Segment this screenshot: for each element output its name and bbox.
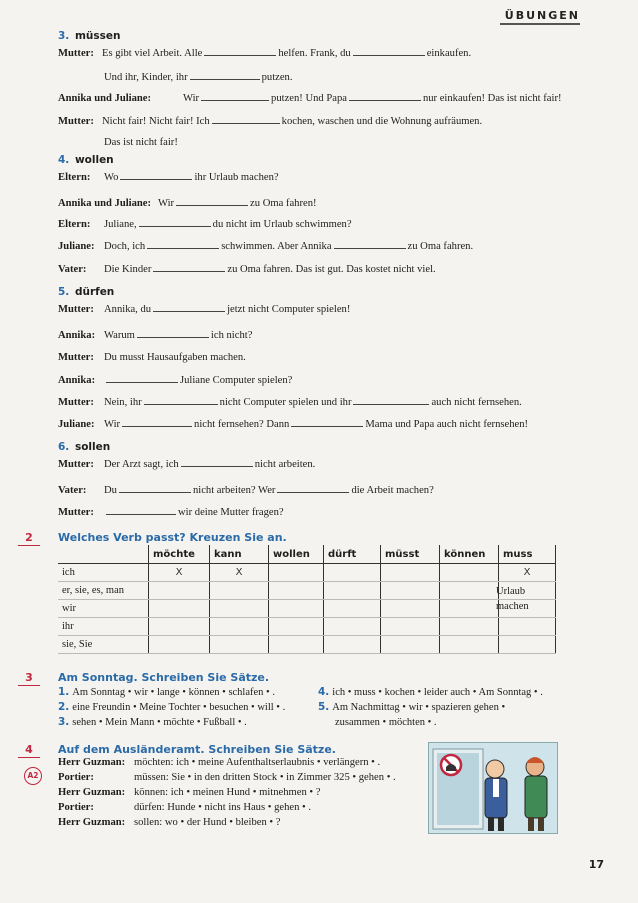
- table-right-edge: [556, 636, 557, 654]
- exercise-2-title: Welches Verb passt? Kreuzen Sie an.: [58, 531, 287, 544]
- answer-blank[interactable]: [176, 196, 248, 206]
- checkbox-cell[interactable]: [149, 600, 210, 618]
- item-number: 1.: [58, 686, 70, 698]
- item-number: 4.: [318, 686, 330, 698]
- checkbox-cell[interactable]: [324, 618, 381, 636]
- section-verb: dürfen: [74, 286, 115, 298]
- prompt-text: möchten: ich • meine Aufenthaltserlaubnis • verlängern • .: [134, 757, 381, 768]
- checkbox-cell[interactable]: [149, 618, 210, 636]
- checkbox-cell[interactable]: [381, 582, 440, 600]
- answer-blank[interactable]: [291, 417, 363, 427]
- pronoun-cell: wir: [58, 600, 149, 618]
- checkbox-cell[interactable]: [324, 636, 381, 654]
- checkbox-cell[interactable]: [324, 564, 381, 582]
- prompt-text: sollen: wo • der Hund • bleiben • ?: [134, 817, 281, 828]
- speaker-label: Juliane:: [58, 419, 95, 430]
- dialogue-text: Nicht fair! Nicht fair! Ich: [102, 116, 210, 127]
- prompt-text: zusammen • möchten • .: [335, 717, 437, 728]
- sentence-prompt: [58, 700, 285, 715]
- checkbox-cell[interactable]: [149, 636, 210, 654]
- table-right-edge: [556, 600, 557, 618]
- dialogue-text: schwimmen. Aber Annika: [221, 241, 332, 252]
- checkbox-cell[interactable]: X: [149, 564, 210, 582]
- dialogue-line: [58, 457, 315, 472]
- pronoun-cell: ihr: [58, 618, 149, 636]
- answer-blank[interactable]: [144, 395, 218, 405]
- table-right-edge: [556, 564, 557, 582]
- dialogue-text: nur einkaufen! Das ist nicht fair!: [422, 93, 562, 104]
- prompt-text: dürfen: Hunde • nicht ins Haus • gehen • .: [134, 802, 312, 813]
- dialogue-text: nicht Computer spielen und ihr: [219, 397, 352, 408]
- verb-column-header: wollen: [269, 545, 324, 564]
- answer-blank[interactable]: [106, 373, 178, 383]
- dialogue-text: Juliane Computer spielen?: [180, 375, 293, 386]
- dialogue-text: Du musst Hausaufgaben machen.: [104, 352, 246, 363]
- table-row: [58, 618, 556, 636]
- dialogue-line: [58, 217, 352, 232]
- dialogue-text: putzen! Und Papa: [271, 93, 347, 104]
- checkbox-cell[interactable]: [210, 600, 269, 618]
- checkbox-cell[interactable]: [269, 564, 324, 582]
- answer-blank[interactable]: [119, 483, 191, 493]
- checkbox-cell[interactable]: [324, 600, 381, 618]
- speaker-label: Annika und Juliane:: [58, 93, 152, 104]
- speaker-label: Eltern:: [58, 172, 91, 183]
- dialogue-line: [58, 351, 246, 365]
- speaker-label: Portier:: [58, 802, 94, 813]
- table-right-edge: [556, 582, 557, 600]
- dialogue-line: [58, 395, 522, 410]
- speaker-label: Mutter:: [58, 397, 94, 408]
- speaker-label: Mutter:: [58, 507, 94, 518]
- speaker-label: Annika:: [58, 330, 96, 341]
- speaker-label: Herr Guzman:: [58, 757, 126, 768]
- checkbox-cell[interactable]: [440, 618, 499, 636]
- prompt-text: Am Nachmittag • wir • spazieren gehen •: [332, 702, 506, 713]
- section-number: 6.: [58, 441, 70, 453]
- dialogue-text: zu Oma fahren!: [250, 198, 317, 209]
- dialogue-text: zu Oma fahren.: [407, 241, 474, 252]
- exercise-3-number: 3: [18, 671, 40, 686]
- section-verb: müssen: [74, 30, 121, 42]
- dialogue-text: Juliane,: [104, 219, 137, 230]
- dialogue-line: [58, 91, 562, 106]
- verb-column-header: müsst: [381, 545, 440, 564]
- dialogue-text: Du: [104, 485, 117, 496]
- dialogue-text: Wir: [183, 93, 200, 104]
- verb-table: [58, 545, 556, 654]
- checkbox-cell[interactable]: [269, 600, 324, 618]
- dialogue-text: nicht arbeiten? Wer: [192, 485, 276, 496]
- dialogue-text: Mama und Papa auch nicht fernsehen!: [365, 419, 529, 430]
- checkbox-cell[interactable]: X: [210, 564, 269, 582]
- pronoun-cell: er, sie, es, man: [58, 582, 149, 600]
- checkbox-cell[interactable]: [440, 564, 499, 582]
- answer-blank[interactable]: [137, 328, 209, 338]
- table-corner: [58, 545, 149, 564]
- dialogue-text: auch nicht fernsehen.: [431, 397, 522, 408]
- checkbox-cell[interactable]: [269, 582, 324, 600]
- exercise-4-number: 4: [18, 743, 40, 758]
- dialogue-line: [58, 136, 178, 150]
- checkbox-cell[interactable]: [499, 618, 556, 636]
- checkbox-cell[interactable]: [440, 582, 499, 600]
- speaker-label: Vater:: [58, 485, 87, 496]
- section-verb: sollen: [74, 441, 111, 453]
- side-note-line: machen: [496, 601, 529, 612]
- speaker-label: Eltern:: [58, 219, 91, 230]
- dialogue-text: die Arbeit machen?: [351, 485, 434, 496]
- dialogue-text: ich nicht?: [210, 330, 253, 341]
- dialogue-text: Nein, ihr: [104, 397, 142, 408]
- dialogue-line: [58, 262, 436, 277]
- dialogue-text: helfen. Frank, du: [278, 48, 351, 59]
- exercise-3-right-column: [318, 685, 543, 730]
- prompt-text: ich • muss • kochen • leider auch • Am Sonntag • .: [332, 687, 543, 698]
- table-row: [58, 636, 556, 654]
- item-number: 5.: [318, 701, 330, 713]
- section-header: ÜBUNGEN: [500, 9, 580, 25]
- dialogue-section-title: [58, 30, 120, 42]
- speaker-label: Juliane:: [58, 241, 95, 252]
- dialogue-line: [58, 505, 284, 520]
- prompt-text: sehen • Mein Mann • möchte • Fußball • .: [72, 717, 247, 728]
- checkbox-cell[interactable]: [210, 618, 269, 636]
- prompt-line: [58, 756, 380, 770]
- page-number: 17: [588, 858, 604, 871]
- checkbox-cell[interactable]: [499, 636, 556, 654]
- checkbox-cell[interactable]: [324, 582, 381, 600]
- answer-blank[interactable]: [153, 262, 225, 272]
- dialogue-section-title: [58, 441, 110, 453]
- exercise-2-number: 2: [18, 531, 40, 546]
- dialogue-text: wir deine Mutter fragen?: [178, 507, 284, 518]
- answer-blank[interactable]: [181, 457, 253, 467]
- table-right-edge: [556, 618, 557, 636]
- dialogue-text: jetzt nicht Computer spielen!: [227, 304, 351, 315]
- exercise-3-title: Am Sonntag. Schreiben Sie Sätze.: [58, 671, 270, 684]
- dialogue-text: einkaufen.: [426, 48, 472, 59]
- dialogue-line: [58, 114, 482, 129]
- speaker-label: Vater:: [58, 264, 87, 275]
- section-number: 5.: [58, 286, 70, 298]
- checkbox-cell[interactable]: X: [499, 564, 556, 582]
- dialogue-line: [58, 70, 292, 85]
- verb-column-header: dürft: [324, 545, 381, 564]
- checkbox-cell[interactable]: [210, 582, 269, 600]
- checkbox-cell[interactable]: [440, 600, 499, 618]
- section-verb: wollen: [74, 154, 114, 166]
- answer-blank[interactable]: [122, 417, 192, 427]
- dialogue-line: [58, 196, 317, 211]
- speaker-label: Mutter:: [58, 48, 94, 59]
- dialogue-line: [58, 483, 434, 498]
- verb-column-header: kann: [210, 545, 269, 564]
- dialogue-line: [58, 417, 528, 432]
- verb-column-header: möchte: [149, 545, 210, 564]
- answer-blank[interactable]: [190, 70, 260, 80]
- answer-blank[interactable]: [212, 114, 280, 124]
- answer-blank[interactable]: [349, 91, 421, 101]
- dialogue-line: [58, 373, 292, 388]
- table-row: [58, 582, 556, 600]
- dialogue-text: kochen, waschen und die Wohnung aufräumen.: [281, 116, 483, 127]
- prompt-text: Am Sonntag • wir • lange • können • schlafen • .: [72, 687, 275, 698]
- dialogue-text: zu Oma fahren. Das ist gut. Das kostet nicht viel.: [227, 264, 436, 275]
- speaker-label: Mutter:: [58, 352, 94, 363]
- pronoun-cell: sie, Sie: [58, 636, 149, 654]
- dialogue-line: [58, 46, 471, 61]
- answer-blank[interactable]: [120, 170, 192, 180]
- dialogue-text: Wir: [104, 419, 121, 430]
- dialogue-text: ihr Urlaub machen?: [194, 172, 279, 183]
- dialogue-text: Das ist nicht fair!: [104, 137, 178, 148]
- dialogue-text: nicht arbeiten.: [254, 459, 316, 470]
- prompt-line: [58, 786, 320, 800]
- exercise-4-title: Auf dem Ausländeramt. Schreiben Sie Sätze.: [58, 743, 336, 756]
- answer-blank[interactable]: [139, 217, 211, 227]
- dialogue-line: [58, 328, 252, 343]
- checkbox-cell[interactable]: [269, 618, 324, 636]
- verb-column-header: muss: [499, 545, 556, 564]
- answer-blank[interactable]: [153, 302, 225, 312]
- dialogue-text: Warum: [104, 330, 135, 341]
- table-row: [58, 564, 556, 582]
- dialogue-text: du nicht im Urlaub schwimmen?: [212, 219, 352, 230]
- verb-column-header: können: [440, 545, 499, 564]
- exercise-3-left-column: [58, 685, 285, 730]
- prompt-text: eine Freundin • Meine Tochter • besuchen • will • .: [72, 702, 286, 713]
- dialogue-text: Wo: [104, 172, 119, 183]
- dialogue-text: Die Kinder: [104, 264, 152, 275]
- dialogue-text: putzen.: [261, 72, 293, 83]
- dialogue-text: Es gibt viel Arbeit. Alle: [102, 48, 203, 59]
- checkbox-cell[interactable]: [440, 636, 499, 654]
- item-number: 2.: [58, 701, 70, 713]
- dialogue-text: Doch, ich: [104, 241, 146, 252]
- sentence-prompt: [58, 715, 285, 730]
- speaker-label: Mutter:: [58, 459, 94, 470]
- prompt-text: können: ich • meinen Hund • mitnehmen • ?: [134, 787, 321, 798]
- dialogue-line: [58, 170, 279, 185]
- answer-blank[interactable]: [277, 483, 349, 493]
- level-badge: A2: [24, 767, 42, 785]
- prompt-line: [58, 801, 311, 815]
- side-note: [496, 584, 529, 614]
- sentence-prompt: [318, 685, 543, 700]
- speaker-label: Herr Guzman:: [58, 817, 126, 828]
- dialogue-text: Und ihr, Kinder, ihr: [104, 72, 188, 83]
- speaker-label: Mutter:: [58, 304, 94, 315]
- answer-blank[interactable]: [334, 239, 406, 249]
- table-right-edge: [556, 545, 557, 564]
- checkbox-cell[interactable]: [381, 564, 440, 582]
- dialogue-section-title: [58, 286, 114, 298]
- checkbox-cell[interactable]: [381, 618, 440, 636]
- office-illustration: [428, 742, 558, 834]
- checkbox-cell[interactable]: [210, 636, 269, 654]
- checkbox-cell[interactable]: [149, 582, 210, 600]
- dialogue-text: Der Arzt sagt, ich: [104, 459, 179, 470]
- section-number: 4.: [58, 154, 70, 166]
- sentence-prompt: [318, 715, 543, 730]
- answer-blank[interactable]: [353, 395, 429, 405]
- item-number: 3.: [58, 716, 70, 728]
- speaker-label: Herr Guzman:: [58, 787, 126, 798]
- pronoun-cell: ich: [58, 564, 149, 582]
- prompt-text: müssen: Sie • in den dritten Stock • in Zimmer 325 • gehen • .: [134, 772, 396, 783]
- answer-blank[interactable]: [106, 505, 176, 515]
- speaker-label: Annika und Juliane:: [58, 198, 152, 209]
- speaker-label: Annika:: [58, 375, 96, 386]
- table-row: [58, 600, 556, 618]
- dialogue-line: [58, 239, 473, 254]
- side-note-line: Urlaub: [496, 586, 526, 597]
- answer-blank[interactable]: [201, 91, 269, 101]
- prompt-line: [58, 816, 280, 830]
- answer-blank[interactable]: [147, 239, 219, 249]
- prompt-line: [58, 771, 396, 785]
- dialogue-section-title: [58, 154, 114, 166]
- answer-blank[interactable]: [204, 46, 276, 56]
- speaker-label: Mutter:: [58, 116, 94, 127]
- answer-blank[interactable]: [353, 46, 425, 56]
- dialogue-text: Annika, du: [104, 304, 152, 315]
- sentence-prompt: [318, 700, 543, 715]
- sentence-prompt: [58, 685, 285, 700]
- checkbox-cell[interactable]: [269, 636, 324, 654]
- speaker-label: Portier:: [58, 772, 94, 783]
- section-number: 3.: [58, 30, 70, 42]
- dialogue-text: Wir: [158, 198, 175, 209]
- checkbox-cell[interactable]: [381, 636, 440, 654]
- dialogue-line: [58, 302, 350, 317]
- dialogue-text: nicht fernsehen? Dann: [194, 419, 290, 430]
- checkbox-cell[interactable]: [381, 600, 440, 618]
